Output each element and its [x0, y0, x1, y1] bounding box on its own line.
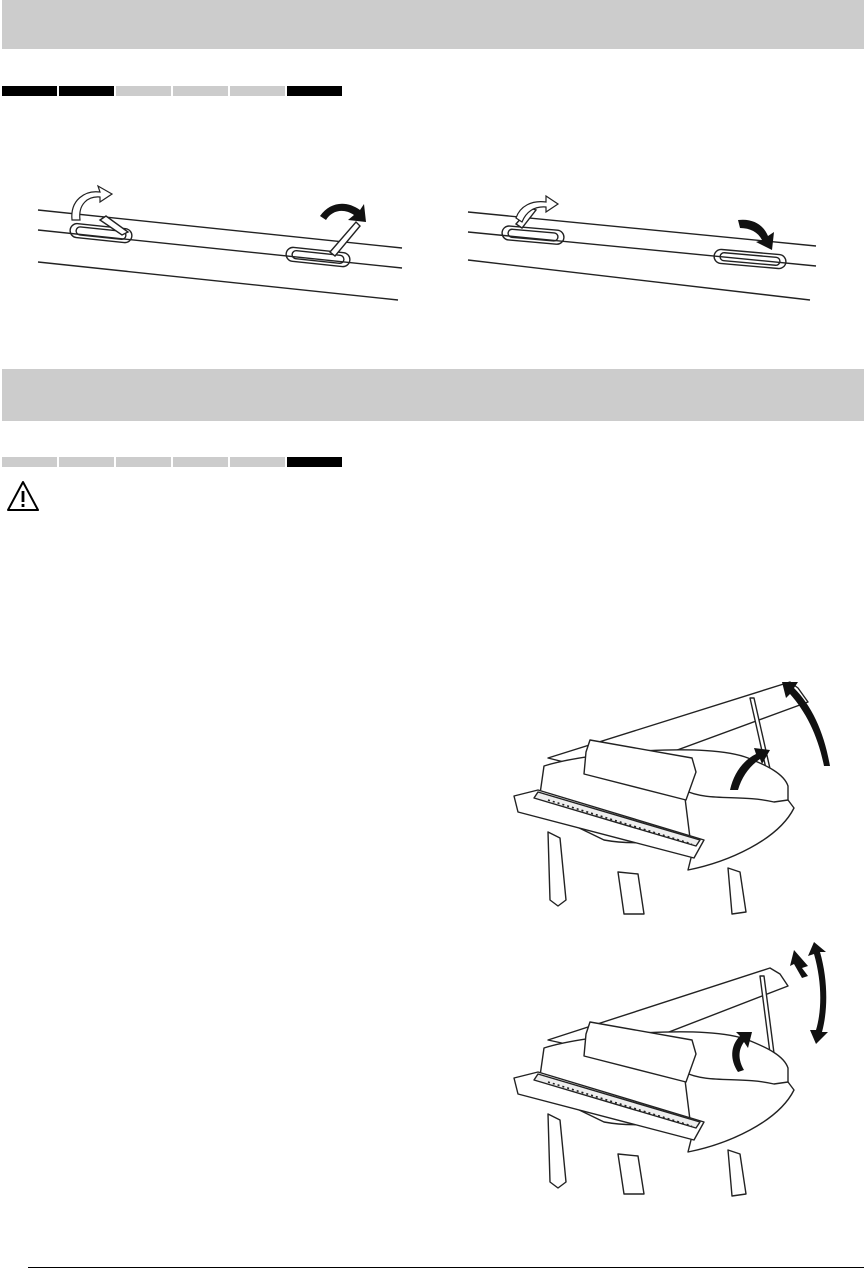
footer-rule	[28, 1267, 864, 1268]
model-cell	[116, 457, 171, 467]
music-rest-clips-open-illustration	[30, 180, 410, 310]
model-cell	[59, 457, 114, 467]
model-cell	[287, 86, 342, 96]
section-header-band-1	[2, 0, 864, 49]
piano-lid-open-illustration	[508, 662, 838, 918]
model-cell	[59, 86, 114, 96]
model-cell	[287, 457, 342, 467]
model-cell	[173, 457, 228, 467]
piano-lid-short-prop-illustration	[508, 936, 838, 1198]
model-cell	[230, 457, 285, 467]
model-cell	[230, 86, 285, 96]
section-header-band-2	[2, 369, 864, 421]
model-strip-1	[2, 86, 342, 96]
model-cell	[173, 86, 228, 96]
model-cell	[2, 86, 57, 96]
music-rest-clips-close-illustration	[462, 180, 822, 310]
model-cell	[116, 86, 171, 96]
warning-triangle-icon	[6, 480, 40, 512]
model-cell	[2, 457, 57, 467]
model-strip-2	[2, 457, 342, 467]
